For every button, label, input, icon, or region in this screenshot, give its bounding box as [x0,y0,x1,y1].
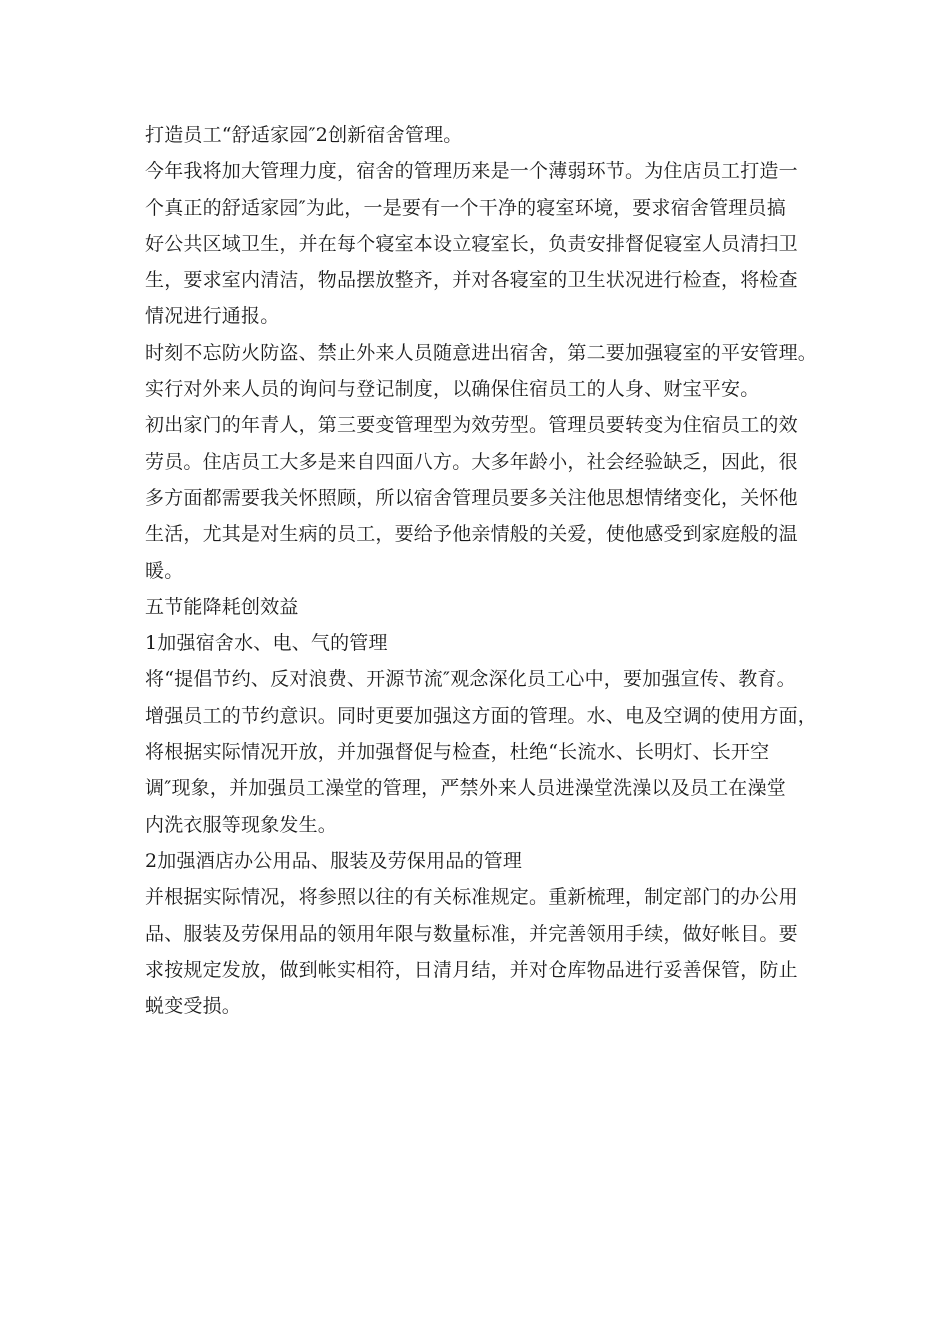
text-line: 增强员工的节约意识。同时更要加强这方面的管理。水、电及空调的使用方面， [145,704,818,727]
text-line: 今年我将加大管理力度，宿舍的管理历来是一个薄弱环节。为住店员工打造一 [145,160,798,183]
text-line: 将“提倡节约、反对浪费、开源节流″观念深化员工心中，要加强宣传、教育。 [145,668,796,691]
text-line: 并根据实际情况，将参照以往的有关标准规定。重新梳理，制定部门的办公用 [145,886,798,909]
text-line: 好公共区域卫生，并在每个寝室本设立寝室长，负责安排督促寝室人员清扫卫 [145,232,798,255]
text-line: 劳员。住店员工大多是来自四面八方。大多年龄小，社会经验缺乏，因此，很 [145,450,798,473]
text-line: 生活，尤其是对生病的员工，要给予他亲情般的关爱，使他感受到家庭般的温 [145,523,798,546]
text-line: 个真正的舒适家园″为此，一是要有一个干净的寝室环境，要求宿舍管理员搞 [145,196,786,219]
document-body [145,117,825,1024]
text-line: 品、服装及劳保用品的领用年限与数量标准，并完善领用手续，做好帐目。要 [145,922,798,945]
text-line: 初出家门的年青人，第三要变管理型为效劳型。管理员要转变为住宿员工的效 [145,414,798,437]
text-line: 将根据实际情况开放，并加强督促与检查，杜绝“长流水、长明灯、长开空 [145,741,770,764]
text-line: 求按规定发放，做到帐实相符，日清月结，并对仓库物品进行妥善保管，防止 [145,958,798,981]
text-line: 暖。 [145,559,184,582]
text-line: 生，要求室内清洁，物品摆放整齐，并对各寝室的卫生状况进行检查，将检查 [145,269,798,292]
text-line: 调″现象，并加强员工澡堂的管理，严禁外来人员进澡堂洗澡以及员工在澡堂 [145,777,786,800]
text-line: 内洗衣服等现象发生。 [145,813,338,836]
text-line: 打造员工“舒适家园″2创新宿舍管理。 [145,124,463,146]
text-line: 五节能降耗创效益 [145,595,299,618]
text-line: 1加强宿舍水、电、气的管理 [145,632,388,655]
text-line: 实行对外来人员的询问与登记制度，以确保住宿员工的人身、财宝平安。 [145,378,760,401]
text-line: 情况进行通报。 [145,305,280,328]
text-line: 2加强酒店办公用品、服装及劳保用品的管理 [145,849,523,872]
text-line: 时刻不忘防火防盗、禁止外来人员随意进出宿舍，第二要加强寝室的平安管理。 [145,341,818,364]
text-line: 多方面都需要我关怀照顾，所以宿舍管理员要多关注他思想情绪变化，关怀他 [145,486,798,509]
text-line: 蜕变受损。 [145,995,242,1018]
